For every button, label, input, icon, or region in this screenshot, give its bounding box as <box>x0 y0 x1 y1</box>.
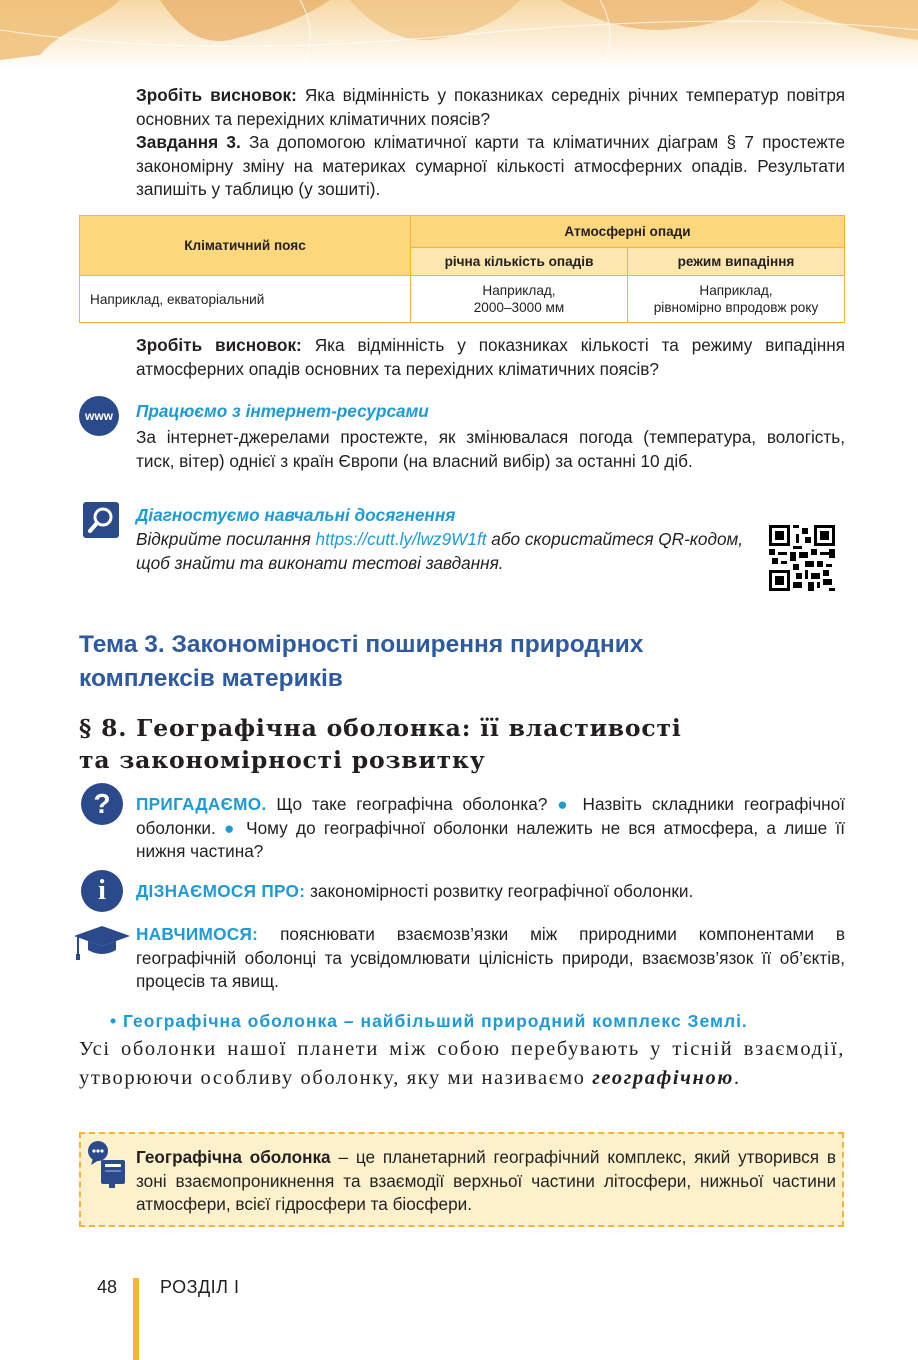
header-map-banner <box>0 0 918 70</box>
internet-text: За інтернет-джерелами простежте, як змінювалася погода (температура, вологість, тиск, вітер) однієї з країн Європи (на власний вибір) за останні 10 діб. <box>136 427 845 471</box>
conclusion-2-text: Яка відмінність у показниках кількості та режиму випадіння атмосферних опадів основних та перехідних кліматичних поясів? <box>136 335 845 379</box>
diagnostics-text-after: або скористайтеся QR-кодом, щоб знайти та виконати тестові завдання. <box>136 529 744 573</box>
table-cell-mode <box>628 276 845 323</box>
question-icon <box>81 783 123 825</box>
bullet-icon: ● <box>224 817 238 838</box>
topic-title-line1: Тема 3. Закономірності поширення природних <box>79 631 644 658</box>
table-cell-mode-line1: Наприклад, <box>699 283 773 298</box>
internet-title: Працюємо з інтернет-ресурсами <box>136 401 429 421</box>
learn-about-label: ДІЗНАЄМОСЯ ПРО: <box>136 881 306 901</box>
table-cell-climate: Наприклад, екваторіальний <box>80 276 411 323</box>
table-cell-amount-line2: 2000–3000 мм <box>473 300 565 315</box>
table-cell-mode-line2: рівномірно впродовж року <box>653 300 819 315</box>
magnifier-icon <box>83 502 119 538</box>
main-text-body: Усі оболонки нашої планети між собою перебувають у тісній взаємодії, утворюючи особливу оболонку, яку ми називаємо <box>79 1038 845 1089</box>
task-3-label: Завдання 3. <box>136 132 241 152</box>
conclusion-2 <box>136 334 845 381</box>
section-title: РОЗДІЛ І <box>160 1277 240 1297</box>
speech-book-icon <box>87 1140 131 1188</box>
topic-title <box>79 628 839 696</box>
graduation-cap-icon <box>72 922 132 962</box>
paragraph-title <box>79 712 839 776</box>
definition-box <box>79 1132 844 1227</box>
will-learn-text: пояснювати взаємозв’язки між природними компонентами в географічній оболонці та усвідомлювати цілісність природи, взаємозв’язок її об’єктів, процесів та явищ. <box>136 924 845 991</box>
diagnostics-link[interactable]: https://cutt.ly/lwz9W1ft <box>315 529 487 549</box>
main-text-end: . <box>733 1066 741 1089</box>
learn-about-text: закономірності розвитку географічної оболонки. <box>305 881 694 901</box>
topic-title-line2: комплексів материків <box>79 665 343 692</box>
conclusion-1-label: Зробіть висновок: <box>136 85 297 105</box>
main-bullet-heading: • Географічна оболонка – найбільший природний комплекс Землі. <box>110 1011 748 1031</box>
www-icon-text: www <box>84 409 113 423</box>
www-icon <box>79 396 119 436</box>
question-icon-text: ? <box>93 788 111 819</box>
definition-body: – це планетарний географічний комплекс, який утворився в зоні взаємопроникнення та взаємодії верхньої частини літосфери, нижньої частини атмосфери, всієї гідросфери та біосфери. <box>136 1147 836 1214</box>
task-3 <box>136 131 845 202</box>
footer-accent-bar <box>133 1278 139 1360</box>
task-3-text: За допомогою кліматичної карти та кліматичних діаграм § 7 простежте закономірну зміну на материках сумарної кількості атмосферних опадів. Результати запишіть у таблицю (у зошиті). <box>136 132 845 199</box>
diagnostics-title: Діагностуємо навчальні досягнення <box>136 505 456 525</box>
table-cell-amount <box>411 276 628 323</box>
table-header-precipitation: Атмосферні опади <box>411 216 845 248</box>
table-row <box>80 276 845 323</box>
main-text-term: географічною <box>592 1066 734 1089</box>
main-text <box>79 1035 845 1092</box>
info-icon <box>81 870 123 912</box>
table-cell-amount-line1: Наприклад, <box>482 283 556 298</box>
diagnostics-text-before: Відкрийте посилання <box>136 529 316 549</box>
qr-code[interactable] <box>769 525 835 591</box>
will-learn-label: НАВЧИМОСЯ: <box>136 924 259 944</box>
learn-about-block <box>136 880 845 904</box>
info-icon-text: i <box>98 875 106 906</box>
recall-block <box>136 793 845 864</box>
table-header-climate: Кліматичний пояс <box>80 216 411 276</box>
conclusion-1 <box>136 84 845 131</box>
bullet-icon: ● <box>557 794 573 814</box>
definition-text <box>136 1146 836 1217</box>
climate-precipitation-table <box>79 215 845 323</box>
table-subheader-amount: річна кількість опадів <box>411 248 628 276</box>
will-learn-block <box>136 923 845 994</box>
recall-q2: Назвіть складники географічної оболонки. <box>136 794 845 838</box>
recall-q3: Чому до географічної оболонки належить не вся атмосфера, а лише її нижня частина? <box>136 817 846 861</box>
recall-label: ПРИГАДАЄМО. <box>136 794 267 814</box>
table-subheader-mode: режим випадіння <box>628 248 845 276</box>
paragraph-title-line1: § 8. Географічна оболонка: її властивості <box>79 714 682 742</box>
page-number: 48 <box>97 1277 118 1297</box>
definition-term: Географічна оболонка <box>136 1147 331 1167</box>
paragraph-title-line2: та закономірності розвитку <box>79 746 486 774</box>
conclusion-2-label: Зробіть висновок: <box>136 335 302 355</box>
conclusion-1-text: Яка відмінність у показниках середніх річних температур повітря основних та перехідних кліматичних поясів? <box>136 85 845 129</box>
diagnostics-text <box>136 528 746 575</box>
recall-q1: Що таке географічна оболонка? <box>266 794 548 814</box>
